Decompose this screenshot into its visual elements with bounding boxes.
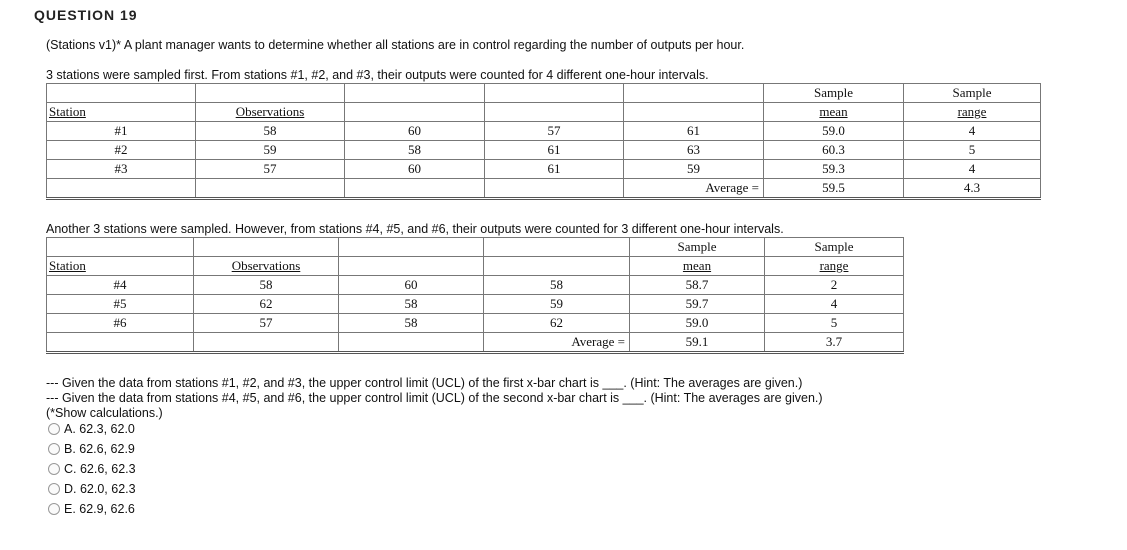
range-cell: 4 [904,122,1041,141]
station-cell: #1 [47,122,196,141]
station-header: Station [47,257,194,276]
sample-range-header-top: Sample [904,84,1041,103]
average-row [47,179,1041,199]
observation-cell: 60 [345,160,485,179]
part1-description: 3 stations were sampled first. From stations #1, #2, and #3, their outputs were counted for 4 different one-hour intervals. [46,68,709,82]
sample-mean-header-top: Sample [764,84,904,103]
table-row [47,276,904,295]
average-range-cell: 3.7 [765,333,904,353]
average-range-cell: 4.3 [904,179,1041,199]
radio-button[interactable] [48,443,60,455]
station-cell: #6 [47,314,194,333]
range-header: range [904,103,1041,122]
observation-cell: 57 [485,122,624,141]
observation-cell: 58 [345,141,485,160]
mean-header: mean [630,257,765,276]
question-title: QUESTION 19 [34,7,138,23]
observation-cell: 58 [339,314,484,333]
observations-header: Observations [194,257,339,276]
range-cell: 2 [765,276,904,295]
table-row [47,141,1041,160]
observation-cell: 59 [484,295,630,314]
range-cell: 5 [765,314,904,333]
station-cell: #4 [47,276,194,295]
average-label: Average = [484,333,630,353]
observation-cell: 60 [339,276,484,295]
stations-1-3-table [46,83,1041,200]
observation-cell: 57 [196,160,345,179]
range-cell: 5 [904,141,1041,160]
observation-cell: 59 [196,141,345,160]
option-label: B. 62.6, 62.9 [64,442,135,456]
range-cell: 4 [765,295,904,314]
observation-cell: 61 [624,122,764,141]
observation-cell: 58 [484,276,630,295]
station-cell: #2 [47,141,196,160]
mean-cell: 59.0 [764,122,904,141]
observation-cell: 57 [194,314,339,333]
average-mean-cell: 59.1 [630,333,765,353]
ucl-question-1: --- Given the data from stations #1, #2, and #3, the upper control limit (UCL) of the first x-bar chart is ___. (Hint: The averages are given.) [46,376,803,390]
sample-range-header-top: Sample [765,238,904,257]
station-header: Station [47,103,196,122]
sample-mean-header-top: Sample [630,238,765,257]
observation-cell: 58 [194,276,339,295]
observation-cell: 59 [624,160,764,179]
part2-description: Another 3 stations were sampled. However, from stations #4, #5, and #6, their outputs were counted for 3 different one-hour intervals. [46,222,784,236]
mean-header: mean [764,103,904,122]
observation-cell: 63 [624,141,764,160]
mean-cell: 60.3 [764,141,904,160]
average-row [47,333,904,353]
range-cell: 4 [904,160,1041,179]
average-label: Average = [624,179,764,199]
observations-header: Observations [196,103,345,122]
option-e[interactable] [48,502,135,516]
stations-4-6-table [46,237,904,354]
option-label: E. 62.9, 62.6 [64,502,135,516]
table-row [47,295,904,314]
option-label: C. 62.6, 62.3 [64,462,136,476]
table-header-row [47,238,904,257]
option-label: A. 62.3, 62.0 [64,422,135,436]
mean-cell: 58.7 [630,276,765,295]
average-mean-cell: 59.5 [764,179,904,199]
show-calculations-note: (*Show calculations.) [46,406,163,420]
observation-cell: 58 [339,295,484,314]
radio-button[interactable] [48,463,60,475]
table-header-row [47,84,1041,103]
observation-cell: 58 [196,122,345,141]
mean-cell: 59.3 [764,160,904,179]
option-d[interactable] [48,482,136,496]
option-b[interactable] [48,442,135,456]
radio-button[interactable] [48,483,60,495]
mean-cell: 59.0 [630,314,765,333]
observation-cell: 62 [194,295,339,314]
option-c[interactable] [48,462,136,476]
question-intro: (Stations v1)* A plant manager wants to determine whether all stations are in control regarding the number of outputs per hour. [46,38,745,52]
range-header: range [765,257,904,276]
option-a[interactable] [48,422,135,436]
table-header-row [47,257,904,276]
observation-cell: 60 [345,122,485,141]
radio-button[interactable] [48,503,60,515]
table-header-row [47,103,1041,122]
table-row [47,314,904,333]
station-cell: #3 [47,160,196,179]
mean-cell: 59.7 [630,295,765,314]
station-cell: #5 [47,295,194,314]
observation-cell: 62 [484,314,630,333]
observation-cell: 61 [485,141,624,160]
observation-cell: 61 [485,160,624,179]
ucl-question-2: --- Given the data from stations #4, #5, and #6, the upper control limit (UCL) of the second x-bar chart is ___. (Hint: The averages are given.) [46,391,823,405]
option-label: D. 62.0, 62.3 [64,482,136,496]
table-row [47,160,1041,179]
radio-button[interactable] [48,423,60,435]
table-row [47,122,1041,141]
